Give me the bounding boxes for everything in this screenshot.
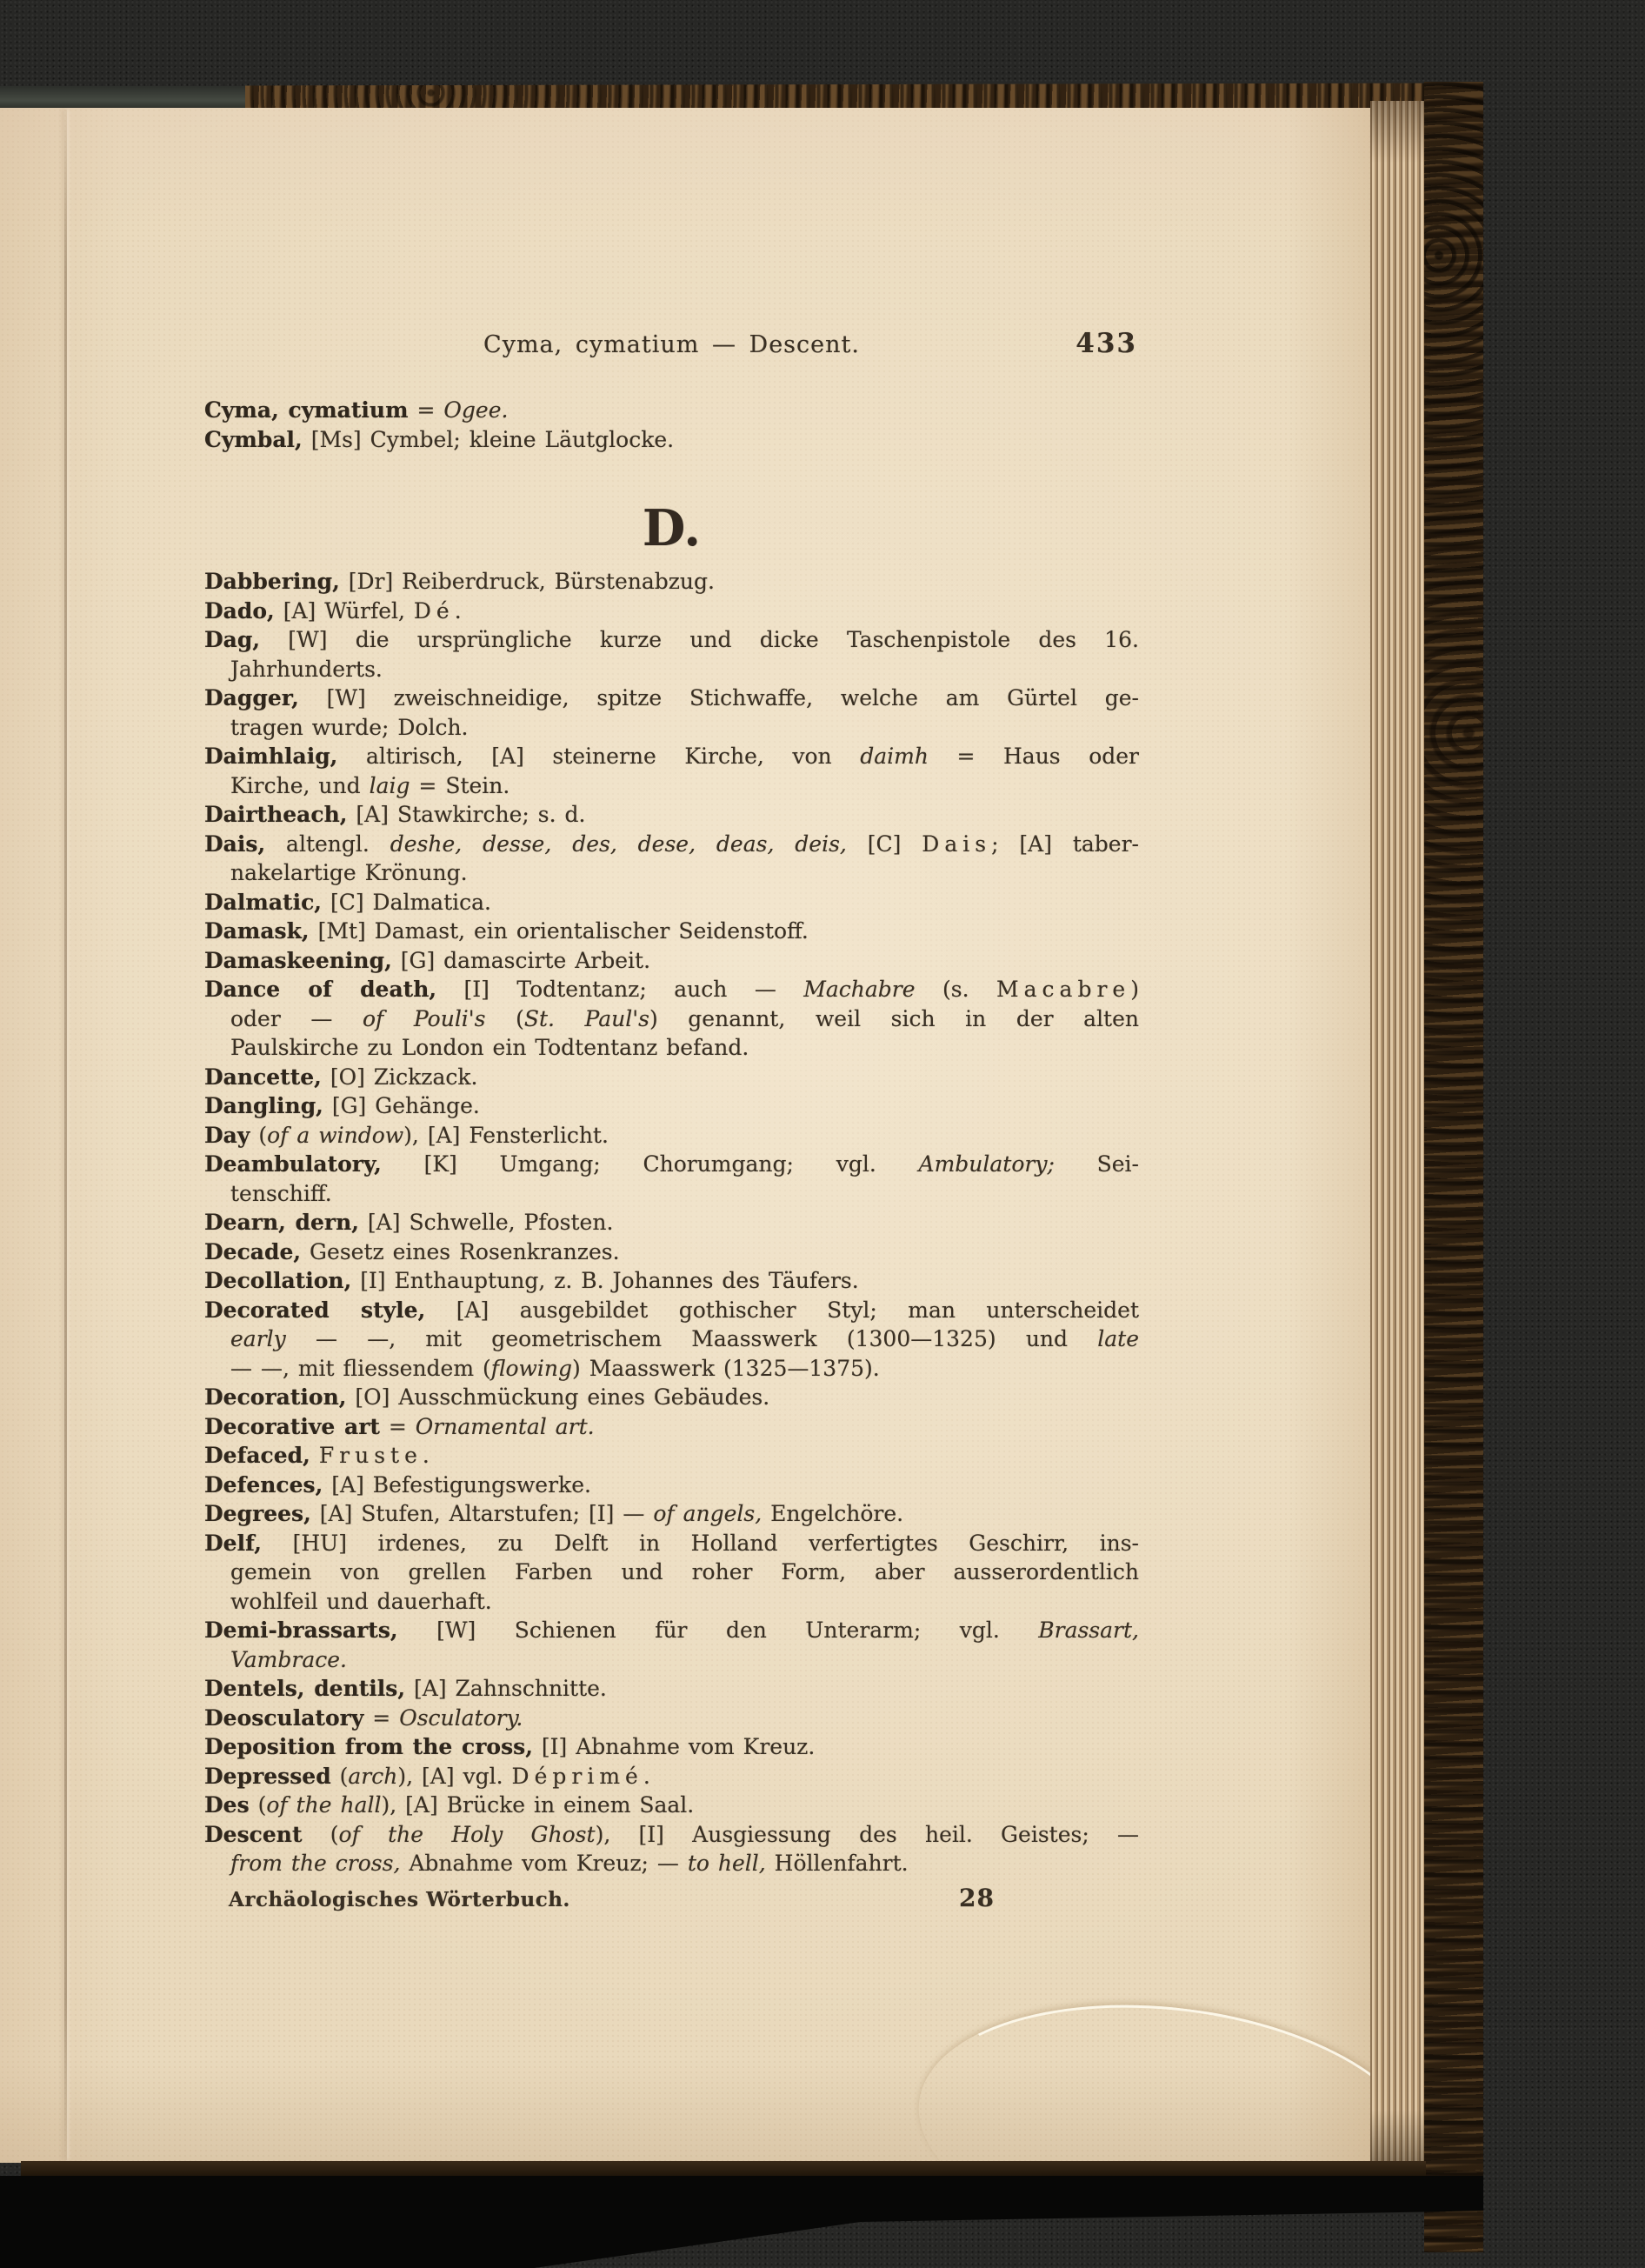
- text: .: [422, 1443, 430, 1468]
- headword: Dearn, dern,: [204, 1210, 359, 1235]
- text: [I] Todtentanz; auch —: [436, 977, 804, 1002]
- text: [G] damascirte Arbeit.: [391, 947, 651, 973]
- headword: Dance of death,: [204, 977, 437, 1002]
- headword: Cyma, cymatium: [204, 397, 409, 423]
- text: ): [1130, 977, 1139, 1002]
- headword: Decollation,: [204, 1268, 352, 1293]
- headword: Descent: [204, 1821, 303, 1847]
- text: [O] Ausschmückung eines Gebäudes.: [346, 1384, 770, 1410]
- text: [W] zweischneidige, spitze Stichwaffe, welche am Gürtel ge-: [298, 685, 1139, 710]
- text: [C]: [846, 830, 922, 857]
- text: (: [249, 1792, 267, 1818]
- entry-line: [204, 396, 1139, 425]
- italic-text: flowing: [490, 1355, 572, 1381]
- text: (s.: [915, 977, 997, 1002]
- text: (: [330, 1763, 349, 1789]
- italic-text: St. Paul's: [523, 1005, 649, 1031]
- text: [Mt] Damast, ein orientalischer Seidenstoff.: [309, 918, 809, 944]
- footer-signature-number: 28: [959, 1884, 995, 1912]
- entry-line: [204, 1558, 1139, 1587]
- italic-text: of Pouli's: [362, 1005, 486, 1031]
- entry-line: [204, 1179, 1139, 1209]
- entry-line: [204, 1091, 1139, 1121]
- text: [W] Schienen für den Unterarm; vgl.: [397, 1618, 1039, 1643]
- entry-line: [204, 830, 1139, 859]
- section-letter-heading: D.: [642, 499, 702, 557]
- italic-text: Osculatory.: [399, 1704, 523, 1731]
- entry-line: [204, 771, 1139, 801]
- text: Jahrhunderts.: [230, 656, 383, 682]
- entry-line: [204, 1412, 1139, 1442]
- text: [Ms] Cymbel; kleine Läutglocke.: [302, 426, 675, 452]
- text: [Dr] Reiberdruck, Bürstenabzug.: [339, 569, 715, 594]
- text: — —, mit geometrischem Maasswerk (1300—1325) und: [285, 1326, 1098, 1351]
- entry-line: [204, 625, 1139, 655]
- italic-text: of a window: [267, 1122, 404, 1148]
- text: [A] Stufen, Altarstufen; [I] —: [310, 1501, 654, 1526]
- headword: Dairtheach,: [204, 802, 348, 827]
- entry-line: [204, 1732, 1139, 1762]
- entry-line: [204, 1820, 1139, 1850]
- text: — —, mit fliessendem (: [230, 1355, 491, 1381]
- headword: Damask,: [204, 918, 310, 944]
- italic-text: to hell,: [687, 1851, 766, 1876]
- entry-line: [204, 1587, 1139, 1617]
- text: [C] Dalmatica.: [322, 889, 491, 915]
- text: wohlfeil und dauerhaft.: [230, 1588, 492, 1614]
- entry-line: [204, 1208, 1139, 1237]
- italic-text: Ogee.: [443, 397, 509, 423]
- text: Gesetz eines Rosenkranzes.: [301, 1238, 620, 1264]
- italic-text: Machabre: [803, 977, 916, 1002]
- headword: Defences,: [204, 1471, 323, 1498]
- italic-text: arch: [348, 1763, 398, 1789]
- italic-text: Ambulatory;: [918, 1151, 1055, 1177]
- headword: Depressed: [204, 1763, 331, 1789]
- headword: Dalmatic,: [204, 889, 322, 915]
- text: [A] ausgebildet gothischer Styl; man unterscheidet: [425, 1297, 1139, 1323]
- text: [A] Zahnschnitte.: [405, 1676, 607, 1701]
- entry-line: [204, 1499, 1139, 1529]
- italic-text: of angels,: [653, 1501, 763, 1526]
- entry-line: [204, 1033, 1139, 1063]
- entry-line: [204, 1849, 1139, 1878]
- text: =: [363, 1704, 400, 1731]
- headword: Demi-brassarts,: [204, 1618, 398, 1643]
- page-content: [204, 0, 1139, 2268]
- text: tenschiff.: [230, 1180, 332, 1206]
- dictionary-entries: [204, 567, 1139, 1878]
- text: ), [A] Brücke in einem Saal.: [381, 1792, 695, 1818]
- italic-text: late: [1097, 1326, 1139, 1351]
- text: [W] die ursprüngliche kurze und dicke Taschenpistole des 16.: [260, 627, 1139, 652]
- running-title: Cyma, cymatium — Descent.: [483, 331, 860, 358]
- text: [A] Schwelle, Pfosten.: [358, 1210, 614, 1235]
- text: tragen wurde; Dolch.: [230, 714, 469, 740]
- text: Sei-: [1054, 1151, 1140, 1177]
- entry-line: [204, 684, 1139, 713]
- headword: Dagger,: [204, 685, 299, 710]
- text: (: [250, 1122, 268, 1148]
- headword: Decorative art: [204, 1413, 380, 1439]
- text: .: [454, 597, 462, 624]
- italic-text: daimh: [860, 744, 929, 769]
- entry-line: [204, 1121, 1139, 1151]
- text: = Stein.: [410, 772, 510, 798]
- entry-line: [204, 655, 1139, 684]
- entry-line: [204, 800, 1139, 830]
- italic-text: from the cross,: [230, 1851, 401, 1876]
- entry-line: [204, 888, 1139, 917]
- italic-text: Vambrace.: [230, 1646, 347, 1672]
- italic-text: Ornamental art.: [415, 1413, 595, 1439]
- text: =: [408, 397, 444, 423]
- headword: Deosculatory: [204, 1704, 364, 1731]
- text: altengl.: [265, 830, 390, 857]
- headword: Damaskeening,: [204, 947, 392, 973]
- entry-line: [204, 858, 1139, 888]
- entry-line: [204, 1791, 1139, 1820]
- text: ), [I] Ausgiessung des heil. Geistes; —: [595, 1821, 1140, 1847]
- text: Engelchöre.: [762, 1501, 904, 1526]
- text: [A] Würfel,: [274, 597, 414, 624]
- entry-line: [204, 567, 1139, 597]
- dictionary-entries-cyma: [204, 396, 1139, 454]
- text: = Haus oder: [928, 744, 1139, 769]
- entry-line: [204, 975, 1139, 1004]
- headword: Decoration,: [204, 1384, 347, 1410]
- letterspaced-text: Macabre: [996, 977, 1131, 1002]
- page-edge-stack: [1370, 101, 1424, 2172]
- entry-line: [204, 1529, 1139, 1558]
- page-number: 433: [1076, 328, 1137, 359]
- text: .: [643, 1763, 650, 1789]
- footer-book-title: Archäologisches Wörterbuch.: [229, 1888, 570, 1911]
- headword: Daimhlaig,: [204, 744, 338, 769]
- text: Paulskirche zu London ein Todtentanz befand.: [230, 1035, 749, 1060]
- entry-line: [204, 1296, 1139, 1325]
- headword: Cymbal,: [204, 426, 303, 452]
- marbled-fore-edge: [1424, 82, 1483, 2252]
- text: gemein von grellen Farben und roher Form, aber ausserordentlich: [230, 1559, 1139, 1584]
- text: ) genannt, weil sich in der alten: [649, 1005, 1140, 1031]
- entry-line: [204, 1674, 1139, 1704]
- entry-line: [204, 1645, 1139, 1675]
- headword: Decade,: [204, 1238, 302, 1264]
- text: [310, 1443, 319, 1468]
- headword: Deambulatory,: [204, 1151, 382, 1177]
- text: Abnahme vom Kreuz; —: [400, 1851, 688, 1876]
- entry-line: [204, 1324, 1139, 1354]
- entry-line: [204, 1383, 1139, 1412]
- entry-line: [204, 1471, 1139, 1500]
- text: [A] Befestigungswerke.: [323, 1471, 591, 1498]
- text: ; [A] taber-: [991, 830, 1139, 857]
- entry-line: [204, 425, 1139, 455]
- headword: Dabbering,: [204, 569, 340, 594]
- letterspaced-text: Déprimé: [511, 1763, 643, 1789]
- text: [I] Abnahme vom Kreuz.: [532, 1734, 816, 1759]
- italic-text: of the Holy Ghost: [338, 1821, 596, 1847]
- entry-line: [204, 917, 1139, 946]
- entry-line: [204, 1004, 1139, 1034]
- entry-line: [204, 1616, 1139, 1645]
- page-gutter-crease: [64, 110, 67, 2160]
- headword: Delf,: [204, 1530, 262, 1556]
- headword: Deposition from the cross,: [204, 1734, 533, 1759]
- text: [I] Enthauptung, z. B. Johannes des Täufers.: [351, 1268, 859, 1293]
- text: [A] Stawkirche; s. d.: [347, 802, 586, 827]
- italic-text: laig: [369, 772, 410, 798]
- entry-line: [204, 1237, 1139, 1267]
- italic-text: Brassart,: [1038, 1618, 1139, 1643]
- text: nakelartige Krönung.: [230, 860, 468, 885]
- text: (: [485, 1005, 524, 1031]
- italic-text: deshe, desse, des, dese, deas, deis,: [390, 830, 847, 857]
- letterspaced-text: Dé: [413, 597, 455, 624]
- headword: Des: [204, 1792, 250, 1818]
- text: [O] Zickzack.: [321, 1064, 478, 1090]
- entry-line: [204, 713, 1139, 743]
- text: [G] Gehänge.: [323, 1093, 480, 1118]
- entry-line: [204, 597, 1139, 626]
- entry-line: [204, 1762, 1139, 1791]
- text: altirisch, [A] steinerne Kirche, von: [337, 744, 861, 769]
- text: Kirche, und: [230, 772, 370, 798]
- text: [K] Umgang; Chorumgang; vgl.: [381, 1151, 919, 1177]
- italic-text: early: [230, 1326, 286, 1351]
- headword: Day: [204, 1122, 250, 1148]
- text: ), [A] Fensterlicht.: [403, 1122, 609, 1148]
- headword: Dag,: [204, 627, 261, 652]
- text: (: [302, 1821, 339, 1847]
- headword: Dado,: [204, 597, 275, 624]
- entry-line: [204, 946, 1139, 976]
- text: [HU] irdenes, zu Delft in Holland verfertigtes Geschirr, ins-: [262, 1530, 1139, 1556]
- headword: Dentels, dentils,: [204, 1676, 406, 1701]
- headword: Dangling,: [204, 1093, 323, 1118]
- text: oder —: [230, 1005, 363, 1031]
- text: ), [A] vgl.: [397, 1763, 512, 1789]
- entry-line: [204, 1266, 1139, 1296]
- letterspaced-text: Dais: [922, 830, 992, 857]
- headword: Defaced,: [204, 1443, 310, 1468]
- text: =: [379, 1413, 416, 1439]
- italic-text: of the hall: [266, 1792, 382, 1818]
- headword: Dais,: [204, 830, 266, 857]
- entry-line: [204, 1704, 1139, 1733]
- entry-line: [204, 1063, 1139, 1092]
- headword: Dancette,: [204, 1064, 322, 1090]
- entry-line: [204, 742, 1139, 771]
- entry-line: [204, 1441, 1139, 1471]
- headword: Decorated style,: [204, 1297, 426, 1323]
- letterspaced-text: Fruste: [318, 1443, 423, 1468]
- text: Höllenfahrt.: [765, 1851, 909, 1876]
- entry-line: [204, 1354, 1139, 1384]
- entry-line: [204, 1150, 1139, 1179]
- headword: Degrees,: [204, 1501, 311, 1526]
- text: ) Maasswerk (1325—1375).: [572, 1355, 880, 1381]
